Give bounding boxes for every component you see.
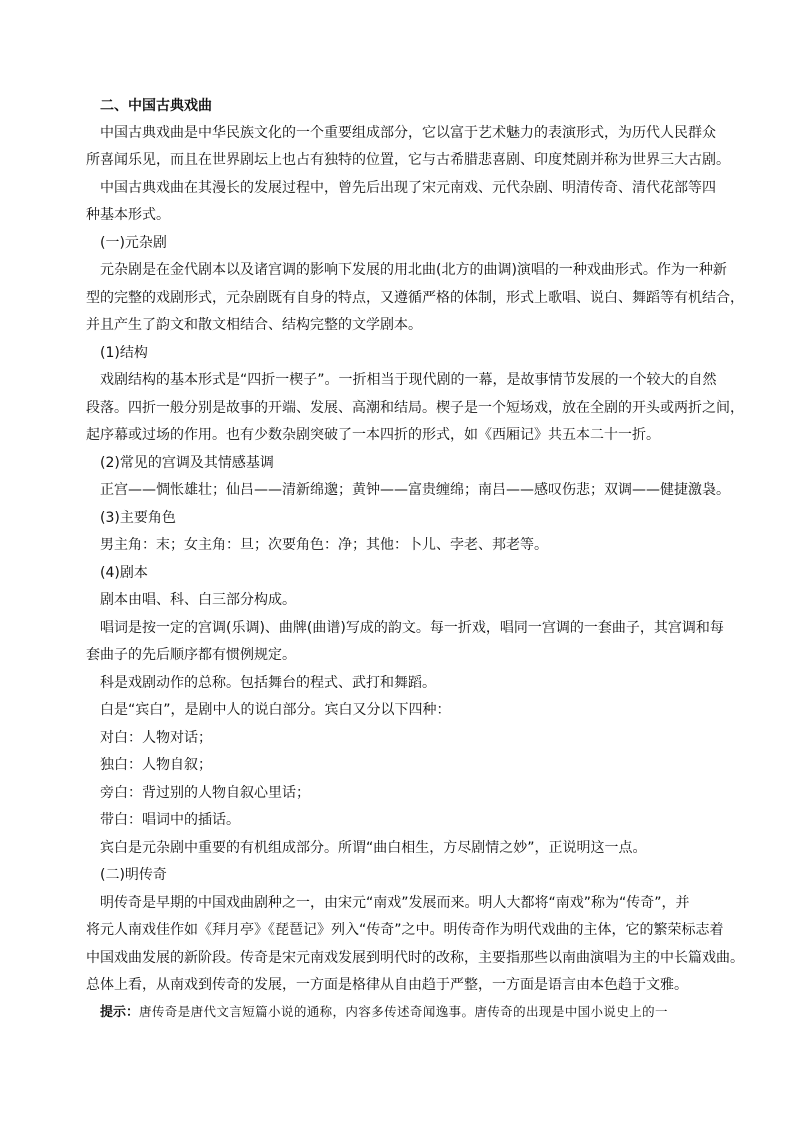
list-item: 独白：人物自叙； <box>100 757 212 773</box>
subsection-heading: (二)明传奇 <box>100 867 167 883</box>
paragraph-line: 所喜闻乐见，而且在世界剧坛上也占有独特的位置，它与古希腊悲喜剧、印度梵剧并称为世界三大古剧。 <box>86 152 730 168</box>
paragraph-line: 戏剧结构的基本形式是“四折一楔子”。一折相当于现代剧的一幕，是故事情节发展的一个较大的自然 <box>100 372 717 388</box>
paragraph-line: 剧本由唱、科、白三部分构成。 <box>100 592 296 608</box>
section-heading: 二、中国古典戏曲 <box>100 98 212 114</box>
note-line <box>100 1002 720 1023</box>
paragraph-line: 将元人南戏佳作如《拜月亭》《琵琶记》列入“传奇”之中。明传奇作为明代戏曲的主体，它的繁荣标志着 <box>86 922 724 938</box>
paragraph-line: 中国戏曲发展的新阶段。传奇是宋元南戏发展到明代时的改称，主要指那些以南曲演唱为主的中长篇戏曲。 <box>86 950 744 966</box>
paragraph-line: 段落。四折一般分别是故事的开端、发展、高潮和结局。楔子是一个短场戏，放在全剧的开头或两折之间， <box>86 400 744 416</box>
paragraph-line: 起序幕或过场的作用。也有少数杂剧突破了一本四折的形式，如《西厢记》共五本二十一折。 <box>86 427 660 443</box>
subsection-heading: (3)主要角色 <box>100 510 176 526</box>
list-item: 带白：唱词中的插话。 <box>100 812 240 828</box>
paragraph-line: 并且产生了韵文和散文相结合、结构完整的文学剧本。 <box>86 317 422 333</box>
paragraph-line: 总体上看，从南戏到传奇的发展，一方面是格律从自由趋于严整，一方面是语言由本色趋于文雅。 <box>86 977 688 993</box>
list-item: 旁白：背过别的人物自叙心里话； <box>100 785 310 801</box>
paragraph-line: 正宫——惆怅雄壮；仙吕——清新绵邈；黄钟——富贵缠绵；南吕——感叹伤悲；双调——健捷激袅。 <box>100 482 730 498</box>
subsection-heading: (1)结构 <box>100 345 148 361</box>
subsection-heading: (2)常见的宫调及其情感基调 <box>100 455 274 471</box>
paragraph-line: 白是“宾白”，是剧中人的说白部分。宾白又分以下四种： <box>100 702 451 718</box>
list-item: 对白：人物对话； <box>100 730 212 746</box>
paragraph-line: 明传奇是早期的中国戏曲剧种之一，由宋元“南戏”发展而来。明人大都将“南戏”称为“传奇”，并 <box>100 895 690 911</box>
paragraph-line: 套曲子的先后顺序都有惯例规定。 <box>86 647 296 663</box>
paragraph-line: 唱词是按一定的宫调(乐调)、曲牌(曲谱)写成的韵文。每一折戏，唱同一宫调的一套曲子，其宫调和每 <box>100 620 724 636</box>
paragraph-line: 科是戏剧动作的总称。包括舞台的程式、武打和舞蹈。 <box>100 675 436 691</box>
subsection-heading: (一)元杂剧 <box>100 235 167 251</box>
paragraph-line: 中国古典戏曲在其漫长的发展过程中，曾先后出现了宋元南戏、元代杂剧、明清传奇、清代花部等四 <box>100 180 716 196</box>
paragraph-line: 中国古典戏曲是中华民族文化的一个重要组成部分，它以富于艺术魅力的表演形式，为历代人民群众 <box>100 125 716 141</box>
note-text: 唐传奇是唐代文言短篇小说的通称，内容多传述奇闻逸事。唐传奇的出现是中国小说史上的一 <box>139 1004 668 1019</box>
note-label: 提示： <box>100 1005 140 1020</box>
paragraph-line: 种基本形式。 <box>86 207 170 223</box>
paragraph-line: 宾白是元杂剧中重要的有机组成部分。所谓“曲白相生，方尽剧情之妙”，正说明这一点。 <box>100 840 647 856</box>
paragraph-line: 男主角：末；女主角：旦；次要角色：净；其他：卜儿、孛老、邦老等。 <box>100 537 548 553</box>
paragraph-line: 元杂剧是在金代剧本以及诸宫调的影响下发展的用北曲(北方的曲调)演唱的一种戏曲形式。作为一种新 <box>100 262 727 278</box>
paragraph-line: 型的完整的戏剧形式，元杂剧既有自身的特点，又遵循严格的体制，形式上歌唱、说白、舞蹈等有机结合， <box>86 290 744 306</box>
subsection-heading: (4)剧本 <box>100 565 148 581</box>
